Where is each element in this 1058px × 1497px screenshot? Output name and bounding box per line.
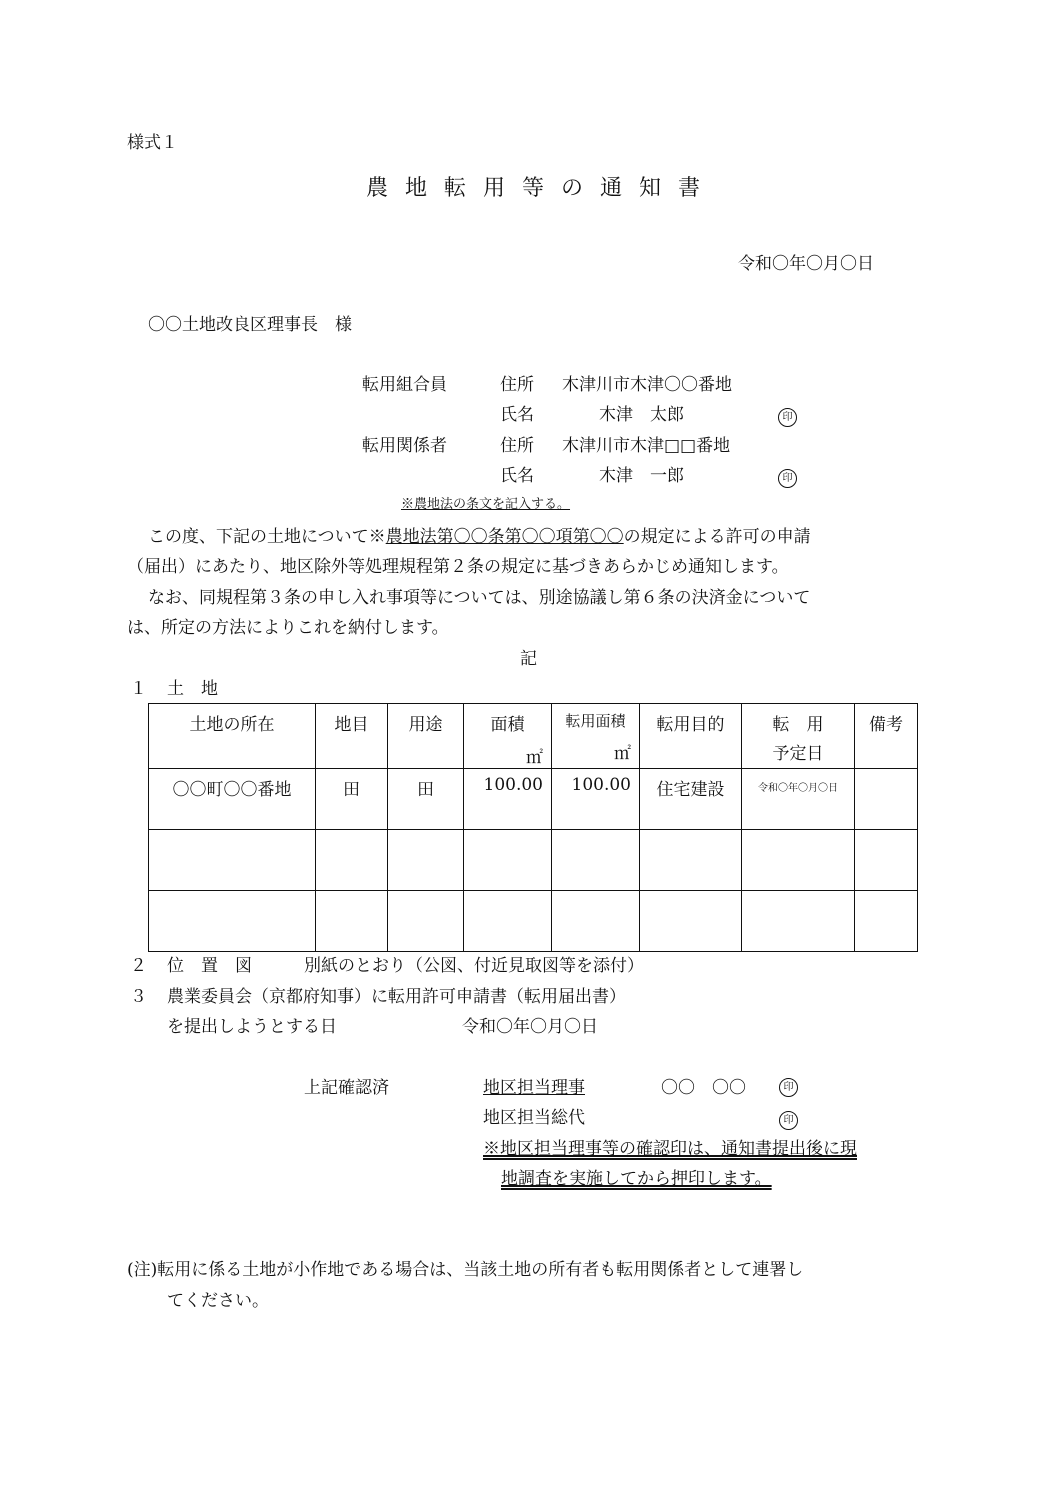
applicant-2-name-label: 氏名 xyxy=(500,466,534,486)
seal-icon: 印 xyxy=(779,1078,798,1097)
section-3-number: ３ xyxy=(130,987,147,1007)
footnote-line-2: てください。 xyxy=(167,1291,269,1311)
header-location: 土地の所在 xyxy=(149,704,316,769)
confirm-rep-seal xyxy=(779,1108,798,1130)
header-converted-area: 転用面積 ㎡ xyxy=(552,704,640,769)
body-paragraph-2-line-1: なお、同規程第３条の申し入れ事項等については、別途協議し第６条の決済金について xyxy=(148,588,811,608)
section-2-number: ２ xyxy=(130,956,147,976)
header-area: 面積 ㎡ xyxy=(464,704,552,769)
seal-icon: 印 xyxy=(778,469,797,488)
section-3-date: 令和〇年〇月〇日 xyxy=(462,1017,598,1037)
cell-land-category: 田 xyxy=(343,780,360,800)
header-land-category: 地目 xyxy=(316,704,388,769)
confirm-label: 上記確認済 xyxy=(304,1078,389,1098)
confirm-note-line-1: ※地区担当理事等の確認印は、通知書提出後に現 xyxy=(483,1139,857,1159)
body-p1-prefix: この度、下記の土地について※ xyxy=(148,527,386,547)
header-purpose: 転用目的 xyxy=(640,704,742,769)
form-label: 様式１ xyxy=(127,133,178,153)
seal-icon: 印 xyxy=(779,1111,798,1130)
applicant-1-address-label: 住所 xyxy=(500,375,534,395)
law-article-note: ※農地法の条文を記入する。 xyxy=(401,497,571,512)
table-row xyxy=(149,769,918,830)
applicant-2-seal xyxy=(778,466,797,488)
applicant-1-name-label: 氏名 xyxy=(500,405,534,425)
confirm-director-name: 〇〇 〇〇 xyxy=(661,1078,746,1098)
section-3-line-2: を提出しようとする日 xyxy=(167,1017,337,1037)
section-2-label: 位 置 図 xyxy=(167,956,252,976)
section-2-text: 別紙のとおり（公図、付近見取図等を添付） xyxy=(304,956,644,976)
seal-icon: 印 xyxy=(778,408,797,427)
table-row xyxy=(149,830,918,891)
applicant-2-name: 木津 一郎 xyxy=(599,466,684,486)
section-1-label: 土 地 xyxy=(167,679,218,699)
table-row xyxy=(149,891,918,952)
cell-remarks xyxy=(855,769,917,775)
header-remarks: 備考 xyxy=(855,704,918,769)
cell-location: 〇〇町〇〇番地 xyxy=(172,780,292,800)
body-p1-law: 農地法第〇〇条第〇〇項第〇〇 xyxy=(385,527,624,547)
applicant-2-role: 転用関係者 xyxy=(362,436,447,456)
cell-purpose: 住宅建設 xyxy=(656,780,725,800)
body-p1-suffix: の規定による許可の申請 xyxy=(623,527,811,547)
cell-area: 100.00 xyxy=(483,775,543,795)
applicant-1-address: 木津川市木津〇〇番地 xyxy=(562,375,732,395)
confirm-rep: 地区担当総代 xyxy=(483,1108,585,1128)
ki-heading: 記 xyxy=(520,649,537,669)
applicant-1-name: 木津 太郎 xyxy=(599,405,684,425)
section-1-number: １ xyxy=(130,679,147,699)
confirm-director: 地区担当理事 xyxy=(483,1078,585,1098)
confirm-note-line-2: 地調査を実施してから押印します。 xyxy=(501,1169,772,1189)
applicant-1-seal xyxy=(778,405,797,427)
applicant-1-role: 転用組合員 xyxy=(362,375,447,395)
body-paragraph-1-line-1 xyxy=(148,527,811,547)
land-table xyxy=(148,703,918,952)
document-title: 農地転用等の通知書 xyxy=(366,176,718,201)
header-use: 用途 xyxy=(388,704,464,769)
footnote-line-1: (注)転用に係る土地が小作地である場合は、当該土地の所有者も転用関係者として連署し xyxy=(127,1260,804,1280)
cell-use: 田 xyxy=(417,780,434,800)
applicant-2-address: 木津川市木津□□番地 xyxy=(562,436,731,456)
header-scheduled-date: 転 用 予定日 xyxy=(742,704,855,769)
body-paragraph-1-line-2: （届出）にあたり、地区除外等処理規程第２条の規定に基づきあらかじめ通知します。 xyxy=(127,557,789,577)
body-paragraph-2-line-2: は、所定の方法によりこれを納付します。 xyxy=(127,618,449,638)
section-3-line-1: 農業委員会（京都府知事）に転用許可申請書（転用届出書） xyxy=(167,987,626,1007)
table-header-row xyxy=(149,704,918,769)
cell-converted-area: 100.00 xyxy=(571,775,631,795)
document-date: 令和〇年〇月〇日 xyxy=(738,254,874,274)
cell-scheduled-date: 令和〇年〇月〇日 xyxy=(758,783,838,794)
addressee: 〇〇土地改良区理事長 様 xyxy=(148,315,352,335)
applicant-2-address-label: 住所 xyxy=(500,436,534,456)
confirm-director-line xyxy=(483,1078,796,1098)
